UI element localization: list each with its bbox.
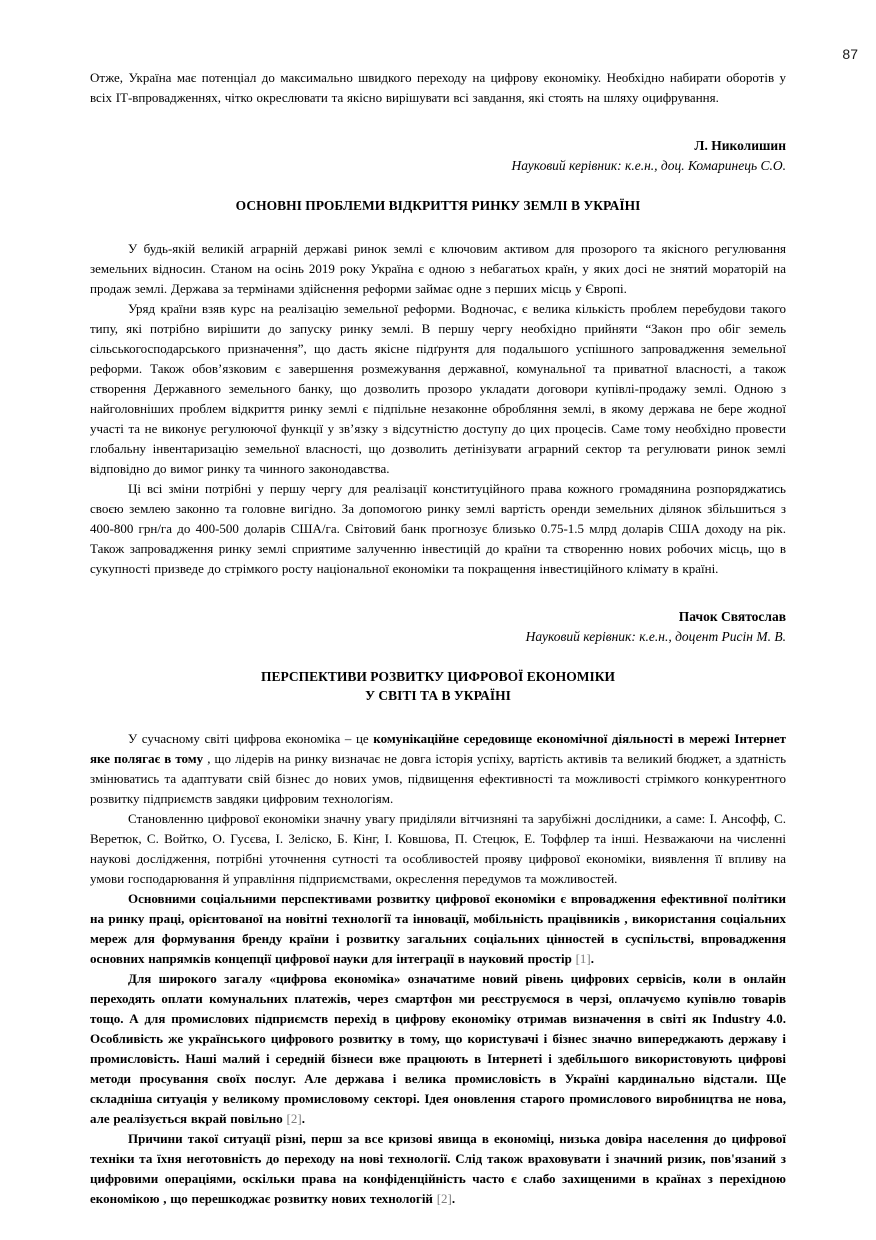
article1-author: Л. Николишин xyxy=(694,138,786,153)
article2-title-line2: У СВІТІ ТА В УКРАЇНІ xyxy=(365,688,511,703)
paragraph-text: Для широкого загалу «цифрова економіка» означатиме новий рівень цифрових сервісів, коли в онлайн переходять оплати комунальних платежів, через смартфон ми реєструємося в черзі, оплачуємо купівлю товарів тощо. А для промислових підприємств перехід в цифрову економіку отримав визначення в світі як Industry 4.0. Особливість же українського цифрового розвитку в тому, що користувачі і бізнес значно випереджають державу і промисловість. Наші малий і середній бізнеси вже працюють в Інтернеті і здебільшого використовують цифрові методи просування своїх послуг. Але держава і велика промисловість в Україні кардинально відстали. Ще складніша ситуація у великому промисловому секторі. Ідея оновлення старого промислового виробництва не нова, але реалізується вкрай повільно xyxy=(90,971,786,1126)
citation-ref: [2] xyxy=(286,1111,302,1126)
paragraph-text: Основними соціальними перспективами розвитку цифрової економіки є впровадження ефективної політики на ринку праці, орієнтованої на новітні технології та інновації, мобільність працівників , використання соціальних мереж для формування бренду країни і розвитку загальних соціальних цінностей в суспільстві, впровадження основних напрямків концепції цифрової науки для інтеграції в науковий простір xyxy=(90,891,786,966)
paragraph-bold-text: комунікаційне середовище економічної діяльності в мережі Інтернет яке полягає в тому xyxy=(90,731,786,766)
article2-title xyxy=(90,667,786,705)
paragraph-text: . xyxy=(590,951,594,966)
article1-paragraph-1: У будь-якій великій аграрній державі ринок землі є ключовим активом для прозорого та якісного регулювання земельних відносин. Станом на осінь 2019 року Україна є одною з небагатьох країн, у яких досі не знятий мораторій на продаж землі. Держава за термінами здійснення реформи займає одне з перших місць у Європі. xyxy=(90,241,786,296)
article1-paragraph-3: Ці всі зміни потрібні у першу чергу для реалізації конституційного права кожного громадянина розпоряджатись своєю землею законно та головне вигідно. За допомогою ринку землі вартість оренди земельних ділянок збільшиться з 400-800 грн/га до 400-500 доларів США/га. Світовий банк прогнозує близько 0.75-1.5 млрд доларів США доходу на рік. Також запровадження ринку землі сприятиме залученню інвестицій до країни та створенню нових робочих місць, що в сукупності призведе до стрімкого росту національної економіки та покращення інвестиційного клімату в країні. xyxy=(90,481,786,576)
article2-paragraph-1 xyxy=(90,729,786,809)
paragraph-text: У сучасному світі цифрова економіка – це xyxy=(128,731,374,746)
paragraph-text: . xyxy=(301,1111,305,1126)
page-number: 87 xyxy=(842,46,858,62)
article1-supervisor: Науковий керівник: к.е.н., доц. Комаринець С.О. xyxy=(511,158,786,173)
article2-title-line1: ПЕРСПЕКТИВИ РОЗВИТКУ ЦИФРОВОЇ ЕКОНОМІКИ xyxy=(260,669,616,684)
article2-author: Пачок Святослав xyxy=(678,609,786,624)
paragraph-text: Причини такої ситуації різні, перш за все кризові явища в економіці, низька довіра населення до цифрової техніки та їхня неготовність до переходу на нові технології. Слід також враховувати і значний ризик, пов'язаний з цифровими операціями, оскільки права на конфіденційність часто є слабо захищеними в країнах з перехідною економікою , що перешкоджає розвитку нових технологій xyxy=(90,1131,786,1206)
intro-paragraph: Отже, Україна має потенціал до максимально швидкого переходу на цифрову економіку. Необхідно набирати оборотів у всіх ІТ-впровадженнях, чітко окреслювати та якісно вирішувати всі завдання, які стоять на шляху оцифрування. xyxy=(90,70,786,105)
article2-paragraph-4 xyxy=(90,969,786,1129)
article1-title: ОСНОВНІ ПРОБЛЕМИ ВІДКРИТТЯ РИНКУ ЗЕМЛІ В УКРАЇНІ xyxy=(235,198,641,213)
paragraph-text: . xyxy=(451,1191,456,1206)
article2-paragraph-2: Становленню цифрової економіки значну увагу приділяли вітчизняні та зарубіжні дослідники, а саме: І. Ансофф, С. Веретюк, С. Войтко, О. Гусєва, І. Зеліско, Б. Кінг, І. Ковшова, П. Стецюк, Е. Тоффлер та інші. Незважаючи на численні наукові дослідження, потрібні уточнення сутності та особливостей прояву цифрової економіки, виявлення її впливу на умови господарювання й управління підприємствами, окреслення передумов та можливостей. xyxy=(90,811,786,886)
citation-ref: [1] xyxy=(575,951,591,966)
article2-paragraph-5 xyxy=(90,1129,786,1209)
article2-paragraph-3 xyxy=(90,889,786,969)
citation-ref: [2] xyxy=(436,1191,452,1206)
article2-supervisor: Науковий керівник: к.е.н., доцент Рисін М. В. xyxy=(525,629,786,644)
article1-paragraph-2: Уряд країни взяв курс на реалізацію земельної реформи. Водночас, є велика кількість проблем перебудови такого типу, які потрібно вирішити до запуску ринку землі. В першу чергу необхідно прийняти “Закон про обіг земель сільськогосподарського призначення”, що дасть якісне підґрунтя для подальшого успішного запровадження земельної реформи. Також обов’язковим є завершення розмежування державної, комунальної та приватної власності, а також створення Державного земельного банку, що дозволить прозоро укладати договори купівлі-продажу землі. Одною з найголовніших проблем відкриття ринку землі є підпільне незаконне обробляння землі, в якому держава не бере жодної участі та не виконує регулюючої функції у зв’язку з відсутністю доступу до цих процесів. Саме тому необхідно провести глобальну інвентаризацію земельної власності, що дозволить детінізувати аграрний сектор та регулювати ринок землі відповідно до вимог ринку та чинного законодавства. xyxy=(90,301,786,476)
paragraph-text: , що лідерів на ринку визначає не довга історія успіху, вартість активів та великий бюджет, а здатність змінюватись та адаптувати свій бізнес до нових умов, підвищення ефективності та можливості стрімкого конкурентного розвитку підприємств завдяки цифровим технологіям. xyxy=(90,751,787,806)
